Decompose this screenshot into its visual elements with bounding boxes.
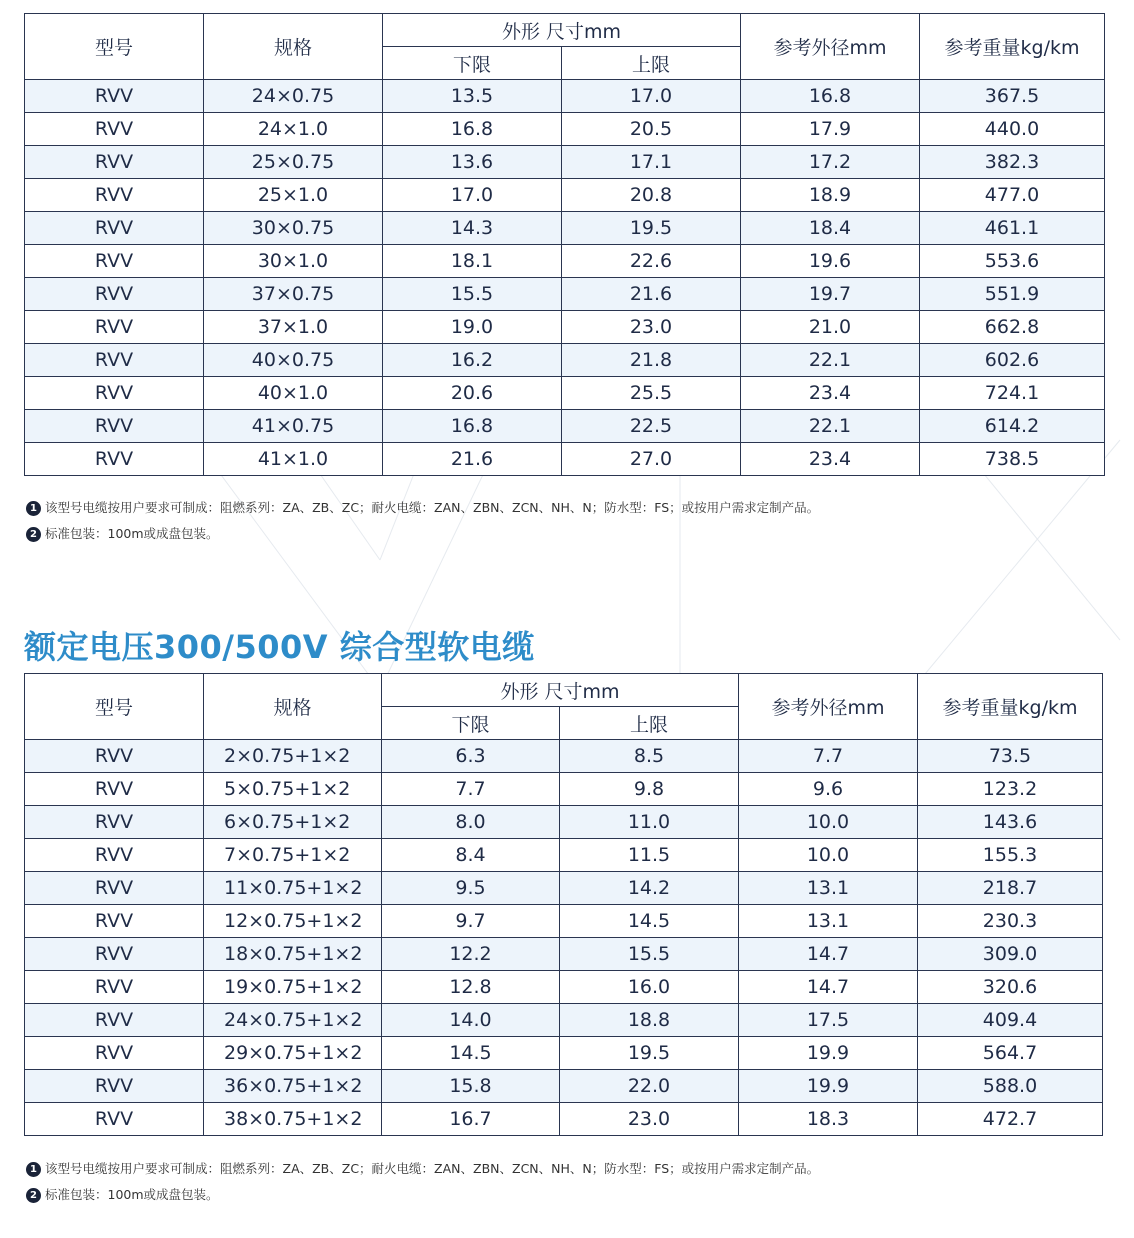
upper-cell: 22.5 <box>562 410 741 443</box>
lower-cell: 14.5 <box>382 1037 560 1070</box>
model-cell: RVV <box>25 971 204 1004</box>
weight-cell: 409.4 <box>918 1004 1103 1037</box>
outer-diameter-cell: 17.9 <box>741 113 920 146</box>
table-2-body <box>25 740 1103 1136</box>
table-row <box>25 113 1105 146</box>
header-upper: 上限 <box>560 707 739 740</box>
lower-cell: 12.2 <box>382 938 560 971</box>
lower-cell: 16.8 <box>383 410 562 443</box>
model-cell: RVV <box>25 1103 204 1136</box>
header-weight: 参考重量kg/km <box>920 14 1105 80</box>
spec-cell: 25×1.0 <box>204 179 383 212</box>
note-item <box>26 1182 819 1208</box>
model-cell: RVV <box>25 146 204 179</box>
weight-cell: 477.0 <box>920 179 1105 212</box>
model-cell: RVV <box>25 740 204 773</box>
model-cell: RVV <box>25 773 204 806</box>
model-cell: RVV <box>25 872 204 905</box>
upper-cell: 18.8 <box>560 1004 739 1037</box>
model-cell: RVV <box>25 311 204 344</box>
spec-cell: 19×0.75+1×2 <box>204 971 382 1004</box>
table-row <box>25 443 1105 476</box>
outer-diameter-cell: 18.3 <box>739 1103 918 1136</box>
weight-cell: 588.0 <box>918 1070 1103 1103</box>
model-cell: RVV <box>25 1070 204 1103</box>
lower-cell: 20.6 <box>383 377 562 410</box>
outer-diameter-cell: 19.9 <box>739 1070 918 1103</box>
table-1-body <box>25 80 1105 476</box>
table-row <box>25 179 1105 212</box>
upper-cell: 15.5 <box>560 938 739 971</box>
upper-cell: 14.2 <box>560 872 739 905</box>
note-number-badge: 1 <box>26 1162 41 1177</box>
upper-cell: 23.0 <box>560 1103 739 1136</box>
notes-2 <box>26 1156 819 1208</box>
outer-diameter-cell: 21.0 <box>741 311 920 344</box>
table-row <box>25 1070 1103 1103</box>
lower-cell: 12.8 <box>382 971 560 1004</box>
spec-cell: 25×0.75 <box>204 146 383 179</box>
model-cell: RVV <box>25 179 204 212</box>
upper-cell: 11.0 <box>560 806 739 839</box>
lower-cell: 9.7 <box>382 905 560 938</box>
table-row <box>25 773 1103 806</box>
model-cell: RVV <box>25 377 204 410</box>
outer-diameter-cell: 7.7 <box>739 740 918 773</box>
model-cell: RVV <box>25 839 204 872</box>
lower-cell: 13.6 <box>383 146 562 179</box>
header-outer-diameter: 参考外径mm <box>741 14 920 80</box>
outer-diameter-cell: 17.5 <box>739 1004 918 1037</box>
spec-cell: 6×0.75+1×2 <box>204 806 382 839</box>
outer-diameter-cell: 22.1 <box>741 410 920 443</box>
outer-diameter-cell: 23.4 <box>741 443 920 476</box>
outer-diameter-cell: 14.7 <box>739 971 918 1004</box>
table-row <box>25 245 1105 278</box>
weight-cell: 738.5 <box>920 443 1105 476</box>
weight-cell: 602.6 <box>920 344 1105 377</box>
lower-cell: 18.1 <box>383 245 562 278</box>
upper-cell: 16.0 <box>560 971 739 1004</box>
lower-cell: 8.0 <box>382 806 560 839</box>
note-text: 标准包装：100m或成盘包装。 <box>45 526 219 541</box>
upper-cell: 21.8 <box>562 344 741 377</box>
table-row <box>25 806 1103 839</box>
lower-cell: 16.7 <box>382 1103 560 1136</box>
outer-diameter-cell: 18.4 <box>741 212 920 245</box>
spec-cell: 18×0.75+1×2 <box>204 938 382 971</box>
upper-cell: 22.6 <box>562 245 741 278</box>
model-cell: RVV <box>25 1037 204 1070</box>
weight-cell: 551.9 <box>920 278 1105 311</box>
outer-diameter-cell: 19.6 <box>741 245 920 278</box>
table-row <box>25 344 1105 377</box>
weight-cell: 123.2 <box>918 773 1103 806</box>
weight-cell: 472.7 <box>918 1103 1103 1136</box>
spec-cell: 24×0.75+1×2 <box>204 1004 382 1037</box>
outer-diameter-cell: 19.9 <box>739 1037 918 1070</box>
spec-cell: 40×0.75 <box>204 344 383 377</box>
lower-cell: 6.3 <box>382 740 560 773</box>
upper-cell: 20.5 <box>562 113 741 146</box>
outer-diameter-cell: 10.0 <box>739 806 918 839</box>
lower-cell: 13.5 <box>383 80 562 113</box>
header-lower: 下限 <box>383 47 562 80</box>
spec-cell: 41×1.0 <box>204 443 383 476</box>
lower-cell: 14.3 <box>383 212 562 245</box>
outer-diameter-cell: 22.1 <box>741 344 920 377</box>
table-row <box>25 1037 1103 1070</box>
weight-cell: 724.1 <box>920 377 1105 410</box>
spec-cell: 11×0.75+1×2 <box>204 872 382 905</box>
weight-cell: 564.7 <box>918 1037 1103 1070</box>
table-row <box>25 1004 1103 1037</box>
model-cell: RVV <box>25 245 204 278</box>
weight-cell: 143.6 <box>918 806 1103 839</box>
table-row <box>25 740 1103 773</box>
weight-cell: 367.5 <box>920 80 1105 113</box>
spec-cell: 5×0.75+1×2 <box>204 773 382 806</box>
spec-cell: 7×0.75+1×2 <box>204 839 382 872</box>
table-row <box>25 971 1103 1004</box>
spec-table-1 <box>24 13 1105 476</box>
weight-cell: 73.5 <box>918 740 1103 773</box>
note-number-badge: 2 <box>26 1188 41 1203</box>
note-text: 标准包装：100m或成盘包装。 <box>45 1187 219 1202</box>
spec-cell: 12×0.75+1×2 <box>204 905 382 938</box>
upper-cell: 21.6 <box>562 278 741 311</box>
outer-diameter-cell: 10.0 <box>739 839 918 872</box>
weight-cell: 155.3 <box>918 839 1103 872</box>
note-text: 该型号电缆按用户要求可制成：阻燃系列：ZA、ZB、ZC；耐火电缆：ZAN、ZBN、ZCN、NH、N；防水型：FS；或按用户需求定制产品。 <box>45 500 820 515</box>
lower-cell: 8.4 <box>382 839 560 872</box>
weight-cell: 382.3 <box>920 146 1105 179</box>
lower-cell: 21.6 <box>383 443 562 476</box>
upper-cell: 23.0 <box>562 311 741 344</box>
model-cell: RVV <box>25 806 204 839</box>
table-row <box>25 146 1105 179</box>
table-row <box>25 872 1103 905</box>
table-row <box>25 839 1103 872</box>
note-number-badge: 1 <box>26 501 41 516</box>
spec-cell: 38×0.75+1×2 <box>204 1103 382 1136</box>
spec-cell: 30×0.75 <box>204 212 383 245</box>
header-dimension: 外形 尺寸mm <box>383 14 741 47</box>
outer-diameter-cell: 17.2 <box>741 146 920 179</box>
header-spec: 规格 <box>204 14 383 80</box>
header-model: 型号 <box>25 14 204 80</box>
model-cell: RVV <box>25 212 204 245</box>
model-cell: RVV <box>25 443 204 476</box>
upper-cell: 9.8 <box>560 773 739 806</box>
outer-diameter-cell: 16.8 <box>741 80 920 113</box>
model-cell: RVV <box>25 410 204 443</box>
table-row <box>25 1103 1103 1136</box>
weight-cell: 614.2 <box>920 410 1105 443</box>
weight-cell: 662.8 <box>920 311 1105 344</box>
weight-cell: 440.0 <box>920 113 1105 146</box>
upper-cell: 17.1 <box>562 146 741 179</box>
spec-cell: 40×1.0 <box>204 377 383 410</box>
table-row <box>25 410 1105 443</box>
spec-cell: 24×0.75 <box>204 80 383 113</box>
upper-cell: 27.0 <box>562 443 741 476</box>
header-outer-diameter: 参考外径mm <box>739 674 918 740</box>
upper-cell: 20.8 <box>562 179 741 212</box>
upper-cell: 19.5 <box>562 212 741 245</box>
header-spec: 规格 <box>204 674 382 740</box>
model-cell: RVV <box>25 344 204 377</box>
header-model: 型号 <box>25 674 204 740</box>
lower-cell: 15.5 <box>383 278 562 311</box>
spec-cell: 29×0.75+1×2 <box>204 1037 382 1070</box>
outer-diameter-cell: 9.6 <box>739 773 918 806</box>
table-row <box>25 938 1103 971</box>
spec-cell: 30×1.0 <box>204 245 383 278</box>
lower-cell: 15.8 <box>382 1070 560 1103</box>
upper-cell: 8.5 <box>560 740 739 773</box>
note-text: 该型号电缆按用户要求可制成：阻燃系列：ZA、ZB、ZC；耐火电缆：ZAN、ZBN、ZCN、NH、N；防水型：FS；或按用户需求定制产品。 <box>45 1161 820 1176</box>
header-lower: 下限 <box>382 707 560 740</box>
upper-cell: 11.5 <box>560 839 739 872</box>
outer-diameter-cell: 13.1 <box>739 905 918 938</box>
model-cell: RVV <box>25 113 204 146</box>
outer-diameter-cell: 13.1 <box>739 872 918 905</box>
weight-cell: 309.0 <box>918 938 1103 971</box>
header-upper: 上限 <box>562 47 741 80</box>
upper-cell: 17.0 <box>562 80 741 113</box>
lower-cell: 16.2 <box>383 344 562 377</box>
header-weight: 参考重量kg/km <box>918 674 1103 740</box>
weight-cell: 553.6 <box>920 245 1105 278</box>
section-title: 额定电压300/500V 综合型软电缆 <box>24 628 535 666</box>
lower-cell: 17.0 <box>383 179 562 212</box>
lower-cell: 9.5 <box>382 872 560 905</box>
weight-cell: 218.7 <box>918 872 1103 905</box>
outer-diameter-cell: 23.4 <box>741 377 920 410</box>
note-item <box>26 1156 819 1182</box>
spec-cell: 36×0.75+1×2 <box>204 1070 382 1103</box>
upper-cell: 19.5 <box>560 1037 739 1070</box>
lower-cell: 16.8 <box>383 113 562 146</box>
weight-cell: 461.1 <box>920 212 1105 245</box>
spec-cell: 2×0.75+1×2 <box>204 740 382 773</box>
notes-1 <box>26 495 819 547</box>
lower-cell: 19.0 <box>383 311 562 344</box>
note-item <box>26 521 819 547</box>
table-row <box>25 278 1105 311</box>
header-dimension: 外形 尺寸mm <box>382 674 739 707</box>
spec-cell: 41×0.75 <box>204 410 383 443</box>
outer-diameter-cell: 19.7 <box>741 278 920 311</box>
lower-cell: 14.0 <box>382 1004 560 1037</box>
upper-cell: 22.0 <box>560 1070 739 1103</box>
lower-cell: 7.7 <box>382 773 560 806</box>
table-row <box>25 377 1105 410</box>
spec-table-2 <box>24 673 1103 1136</box>
spec-cell: 24×1.0 <box>204 113 383 146</box>
note-number-badge: 2 <box>26 527 41 542</box>
table-row <box>25 311 1105 344</box>
spec-cell: 37×1.0 <box>204 311 383 344</box>
outer-diameter-cell: 14.7 <box>739 938 918 971</box>
weight-cell: 320.6 <box>918 971 1103 1004</box>
table-row <box>25 905 1103 938</box>
upper-cell: 14.5 <box>560 905 739 938</box>
model-cell: RVV <box>25 278 204 311</box>
model-cell: RVV <box>25 80 204 113</box>
upper-cell: 25.5 <box>562 377 741 410</box>
note-item <box>26 495 819 521</box>
table-row <box>25 80 1105 113</box>
outer-diameter-cell: 18.9 <box>741 179 920 212</box>
spec-cell: 37×0.75 <box>204 278 383 311</box>
model-cell: RVV <box>25 905 204 938</box>
table-row <box>25 212 1105 245</box>
model-cell: RVV <box>25 1004 204 1037</box>
weight-cell: 230.3 <box>918 905 1103 938</box>
model-cell: RVV <box>25 938 204 971</box>
